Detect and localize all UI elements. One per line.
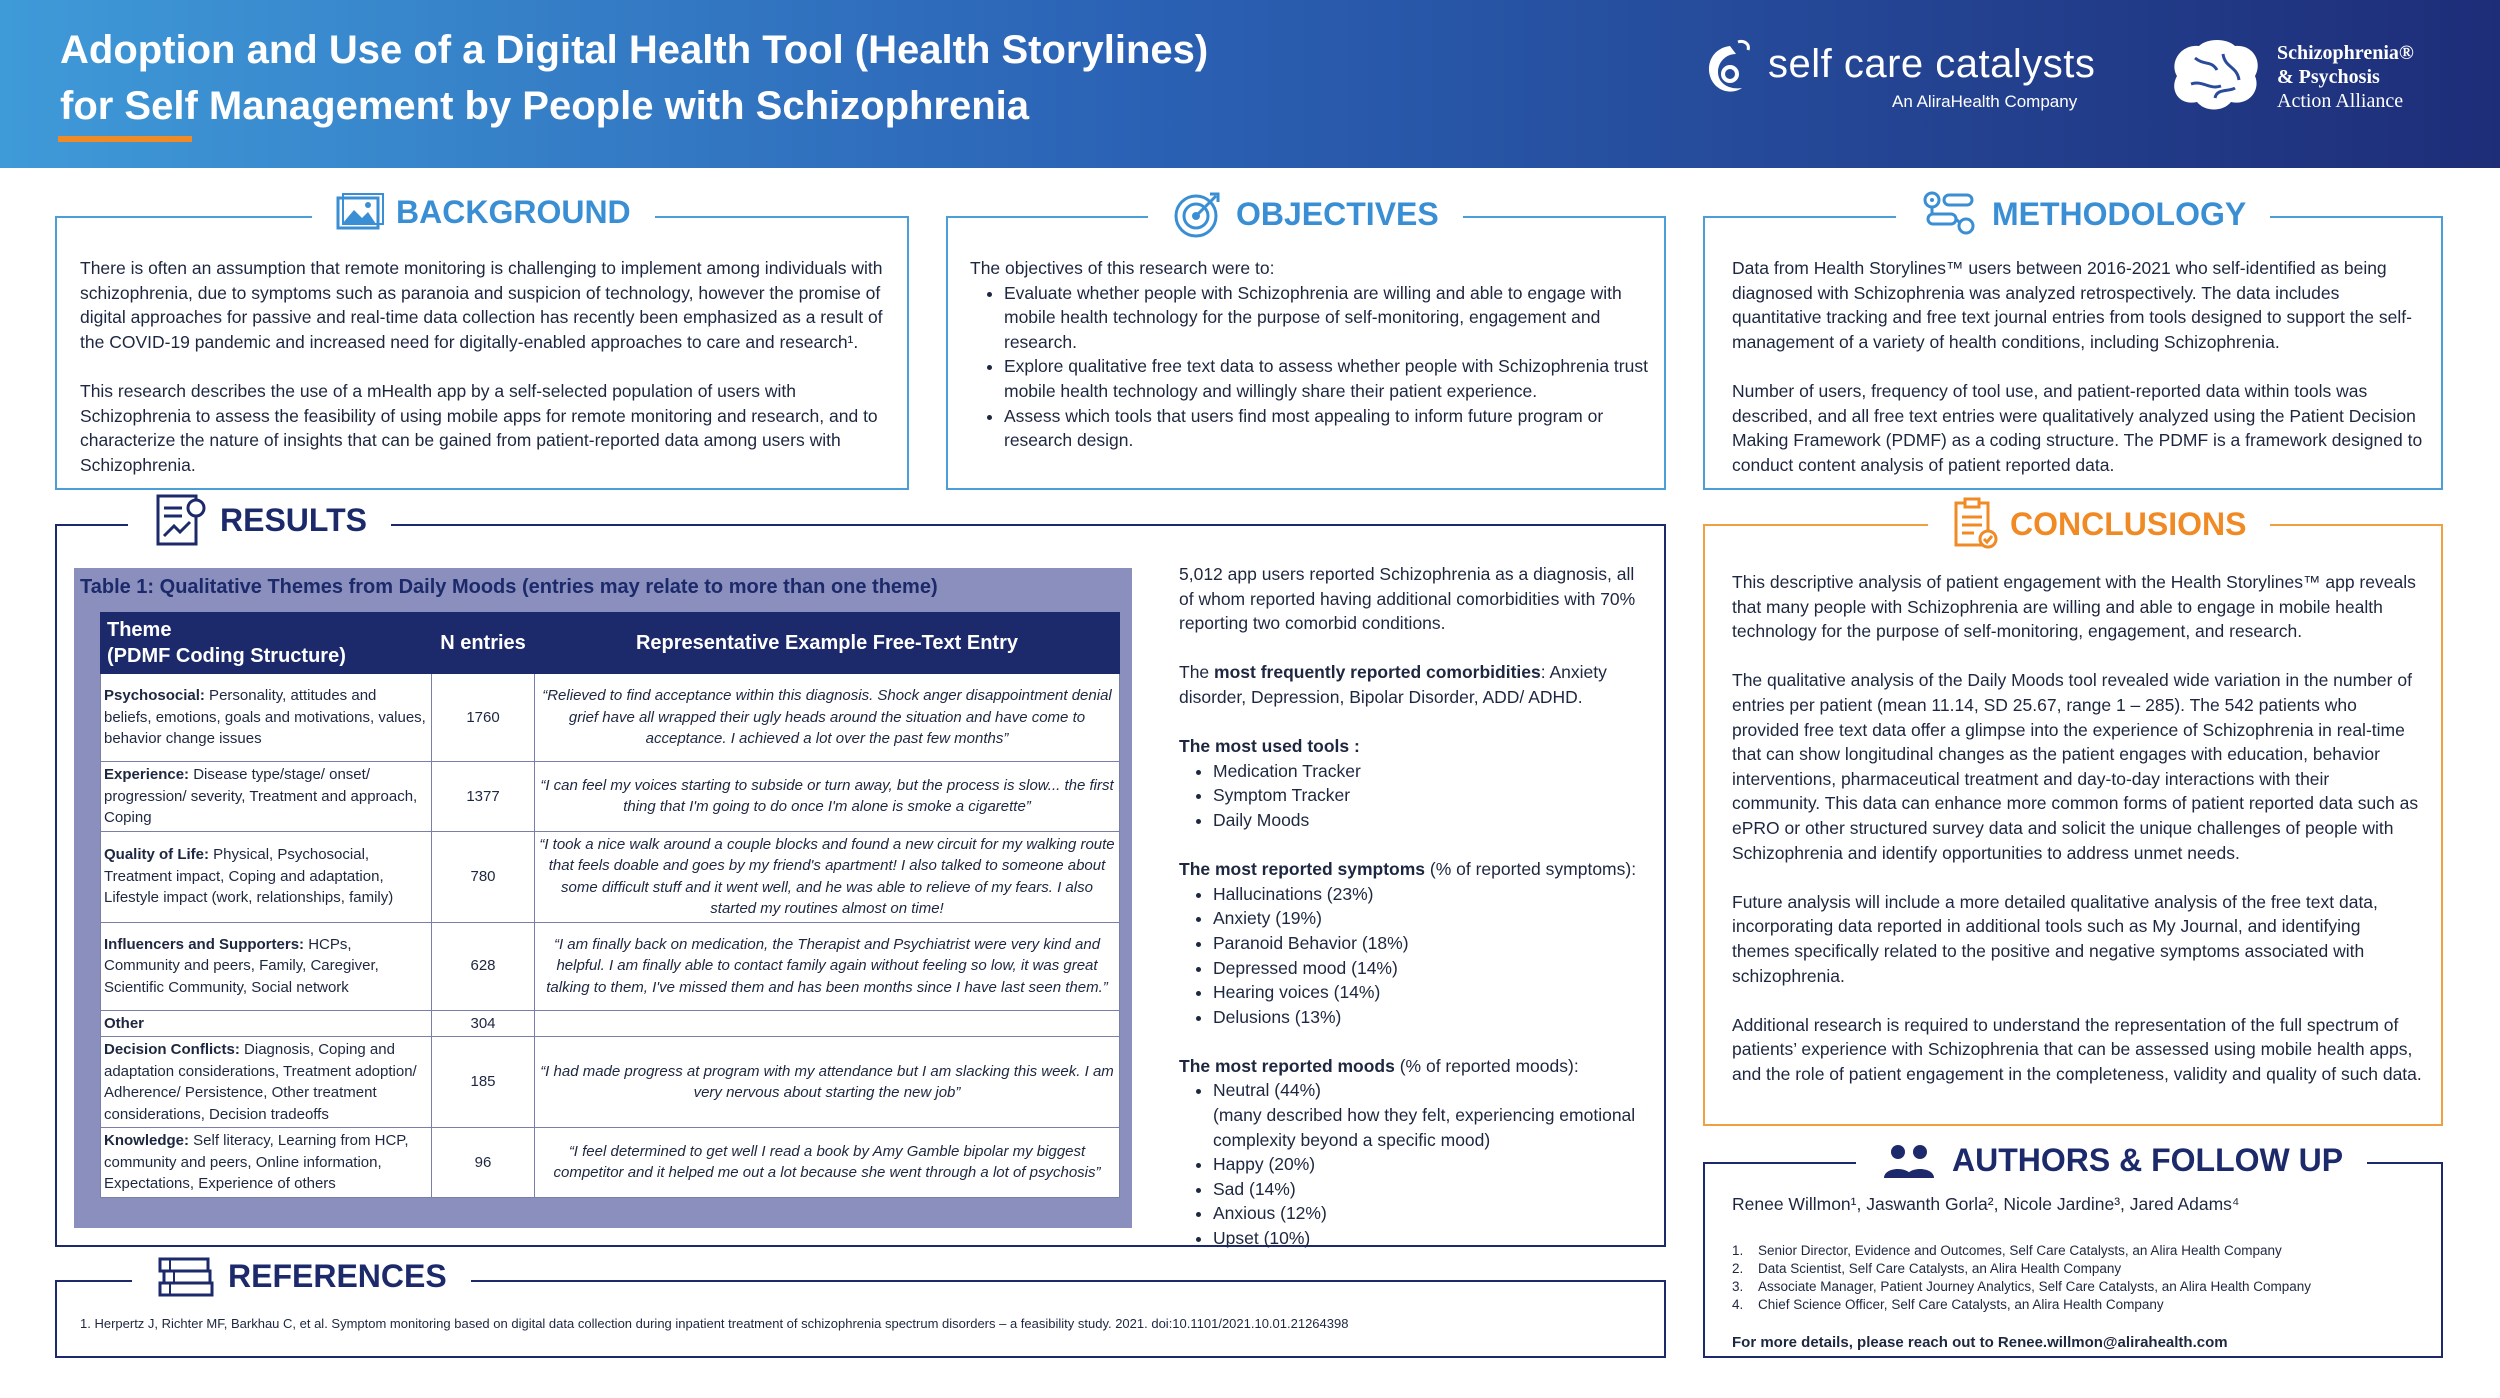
n-entries-cell: 96 bbox=[432, 1128, 535, 1198]
logo-subtitle: An AliraHealth Company bbox=[1892, 92, 2078, 111]
checklist-icon bbox=[1952, 497, 1998, 551]
mood-item: • Sad (14%) bbox=[1213, 1177, 1649, 1202]
table-row bbox=[101, 831, 1120, 922]
symptoms-list bbox=[1179, 882, 1649, 1030]
theme-header-sublabel: (PDMF Coding Structure) bbox=[107, 645, 346, 667]
results-title: RESULTS bbox=[220, 501, 367, 538]
theme-cell bbox=[101, 674, 432, 762]
theme-cell bbox=[101, 762, 432, 832]
example-cell: “Relieved to find acceptance within this diagnosis. Shock anger disappointment denial grief have all wrapped their ugly heads around the situation and have come to acceptance. I achieved a lot over the past few months” bbox=[535, 674, 1120, 762]
tools-heading bbox=[1179, 734, 1649, 759]
theme-category: Decision Conflicts: bbox=[104, 1041, 240, 1058]
process-gears-icon bbox=[1920, 188, 1980, 240]
conclusions-heading bbox=[1928, 500, 2270, 548]
theme-header-label: Theme bbox=[107, 619, 172, 641]
tool-item: • Symptom Tracker bbox=[1213, 783, 1649, 808]
symptom-item: • Delusions (13%) bbox=[1213, 1005, 1649, 1030]
objectives-title: OBJECTIVES bbox=[1236, 195, 1439, 232]
theme-cell bbox=[101, 831, 432, 922]
target-icon bbox=[1172, 188, 1224, 240]
poster-title bbox=[60, 22, 1610, 134]
comorb-pre: The bbox=[1179, 662, 1215, 683]
methodology-paragraph-2: Number of users, frequency of tool use, and patient-reported data within tools was described, and all free text entries were qualitatively analyzed using the Patient Decision Making Framework (PDMF) as a coding structure. The PDMF is a framework designed to conduct content analysis of patient reported data. bbox=[1732, 380, 2423, 475]
example-cell: “I took a nice walk around a couple blocks and found a new circuit for my walking route that feels doable and goes by my friend's apartment! I also talked to someone about some difficult stuff and it went well, and he was able to relieve of my fears. I also started my routines almost on time! bbox=[535, 831, 1120, 922]
users-summary: 5,012 app users reported Schizophrenia as a diagnosis, all of whom reported having additional comorbidities with 70% reporting two comorbid conditions. bbox=[1179, 564, 1636, 634]
author-names: Renee Willmon¹, Jaswanth Gorla², Nicole Jardine³, Jared Adams⁴ bbox=[1732, 1194, 2240, 1214]
conclusions-paragraph-4: Additional research is required to understand the representation of the full spectrum of patients’ experience with Schizophrenia that can be assessed using mobile health apps, and the role of patient engagement in the completeness, validity and quality of such data. bbox=[1732, 1014, 2422, 1084]
column-header-theme bbox=[101, 613, 432, 674]
theme-detail: Disease type/stage/ onset/ progression/ severity, Treatment and approach, Coping bbox=[104, 766, 418, 826]
symptom-item: • Paranoid Behavior (18%) bbox=[1213, 931, 1649, 956]
comorb-post: : Anxiety disorder, Depression, Bipolar Disorder, ADD/ ADHD. bbox=[1179, 662, 1607, 707]
symptoms-bold: The most reported symptoms bbox=[1179, 859, 1426, 880]
conclusions-paragraph-1: This descriptive analysis of patient engagement with the Health Storylines™ app reveals that many people with Schizophrenia are willing and able to engage in mobile health technology for the purpose of self-monitoring, engagement, and research. bbox=[1732, 572, 2416, 642]
affiliation-text: Chief Science Officer, Self Care Catalysts, an Alira Health Company bbox=[1758, 1297, 2164, 1312]
references-heading bbox=[132, 1252, 471, 1300]
symptom-item: • Hearing voices (14%) bbox=[1213, 980, 1649, 1005]
n-entries-cell: 185 bbox=[432, 1037, 535, 1128]
n-entries-cell: 1760 bbox=[432, 674, 535, 762]
theme-detail: Physical, Psychosocial, Treatment impact, Coping and adaptation, Lifestyle impact (work, relationships, family) bbox=[104, 846, 394, 907]
theme-category: Influencers and Supporters: bbox=[104, 935, 305, 953]
mood-neutral: Neutral (44%) bbox=[1213, 1080, 1321, 1101]
tools-heading-text: The most used tools : bbox=[1179, 736, 1360, 757]
affiliation-number: 1. bbox=[1732, 1243, 1744, 1258]
comorbidities-summary bbox=[1179, 660, 1649, 709]
conclusions-paragraph-3: Future analysis will include a more detailed qualitative analysis of the free text data, incorporating data reported in additional tools such as My Journal, and identifying themes specifically related to the positive and negative symptoms associated with schizophrenia. bbox=[1732, 891, 2378, 986]
theme-cell bbox=[101, 1128, 432, 1198]
table-header-row bbox=[101, 613, 1120, 674]
table-caption: Table 1: Qualitative Themes from Daily Moods (entries may relate to more than one theme) bbox=[80, 576, 938, 598]
title-line-1: Adoption and Use of a Digital Health Tool (Health Storylines) bbox=[60, 28, 1209, 72]
affiliation-text: Data Scientist, Self Care Catalysts, an Alira Health Company bbox=[1758, 1261, 2122, 1276]
theme-category: Psychosocial: bbox=[104, 687, 205, 705]
affiliation-item bbox=[1732, 1260, 2311, 1278]
affiliation-number: 4. bbox=[1732, 1297, 1744, 1312]
theme-category: Experience: bbox=[104, 766, 190, 783]
background-heading bbox=[312, 188, 655, 236]
conclusions-text bbox=[1732, 570, 2422, 1111]
example-cell: “I had made progress at program with my attendance but I am slacking this week. I am very nervous about starting the new job” bbox=[535, 1037, 1120, 1128]
results-heading bbox=[128, 496, 391, 544]
affiliation-number: 2. bbox=[1732, 1261, 1744, 1276]
moods-heading bbox=[1179, 1054, 1649, 1079]
header-banner bbox=[0, 0, 2500, 168]
table-row bbox=[101, 1037, 1120, 1128]
affiliation-item bbox=[1732, 1242, 2311, 1260]
theme-detail: Personality, attitudes and beliefs, emotions, goals and motivations, values, behavior change issues bbox=[104, 687, 426, 748]
logo2-line-1: Schizophrenia® bbox=[2277, 42, 2414, 64]
self-care-catalysts-logo bbox=[1700, 30, 2100, 120]
theme-detail: HCPs, Community and peers, Family, Caregiver, Scientific Community, Social network bbox=[104, 935, 379, 996]
example-cell bbox=[535, 1010, 1120, 1037]
image-icon bbox=[336, 192, 384, 232]
methodology-text bbox=[1732, 256, 2432, 502]
logo2-line-2: & Psychosis bbox=[2277, 66, 2380, 88]
theme-cell bbox=[101, 1010, 432, 1037]
mood-item: • Anxious (12%) bbox=[1213, 1201, 1649, 1226]
symptoms-post: (% of reported symptoms): bbox=[1425, 859, 1637, 880]
methodology-heading bbox=[1896, 190, 2270, 238]
symptom-item: • Hallucinations (23%) bbox=[1213, 882, 1649, 907]
background-paragraph-2: This research describes the use of a mHealth app by a self-selected population of users with Schizophrenia to assess the feasibility of using mobile apps for remote monitoring and research, and to characterize the nature of insights that can be gained from patient-reported data among users with Schizophrenia. bbox=[80, 380, 878, 475]
tool-item: • Daily Moods bbox=[1213, 808, 1649, 833]
table-row bbox=[101, 762, 1120, 832]
table-row bbox=[101, 1010, 1120, 1037]
n-entries-cell: 628 bbox=[432, 922, 535, 1010]
people-icon bbox=[1880, 1140, 1940, 1180]
moods-bold: The most reported moods bbox=[1179, 1055, 1395, 1076]
theme-detail: Diagnosis, Coping and adaptation considerations, Treatment adoption/ Adherence/ Persistence, Other treatment considerations, Decision tradeoffs bbox=[104, 1041, 417, 1123]
reference-item: 1. Herpertz J, Richter MF, Barkhau C, et al. Symptom monitoring based on digital data collection during inpatient treatment of schizophrenia spectrum disorders – a feasibility study. 2021. doi:10.1101/2021.10.01.21264398 bbox=[80, 1316, 1349, 1331]
affiliation-text: Associate Manager, Patient Journey Analytics, Self Care Catalysts, an Alira Health Company bbox=[1758, 1279, 2312, 1294]
results-findings bbox=[1179, 562, 1649, 1251]
symptom-item: • Depressed mood (14%) bbox=[1213, 956, 1649, 981]
conclusions-paragraph-2: The qualitative analysis of the Daily Moods tool revealed wide variation in the number of entries per patient (mean 11.14, SD 25.67, range 1 – 285). The 542 patients who provided free text data offer a glimpse into the experience of Schizophrenia in real-time that can show longitudinal changes as the patient engages with education, behavior interventions, pharmaceutical treatment and day-to-day interactions with their community. This data can enhance more common forms of patient reported data such as ePRO or other structured survey data and solicit the unique challenges of people with Schizophrenia and identify opportunities to address unmet needs. bbox=[1732, 670, 2419, 863]
authors-heading bbox=[1856, 1136, 2367, 1184]
logo-name: self care catalysts bbox=[1768, 42, 2096, 86]
affiliations-list bbox=[1732, 1242, 2311, 1314]
title-underline bbox=[58, 136, 192, 142]
affiliation-item bbox=[1732, 1278, 2311, 1296]
authors-title: AUTHORS & FOLLOW UP bbox=[1952, 1141, 2344, 1178]
n-entries-cell: 1377 bbox=[432, 762, 535, 832]
objective-item: • Evaluate whether people with Schizophrenia are willing and able to engage with mobile health technology for the purpose of self-monitoring, engagement and research. bbox=[1004, 281, 1650, 355]
n-entries-cell: 780 bbox=[432, 831, 535, 922]
column-header-example: Representative Example Free-Text Entry bbox=[535, 613, 1120, 674]
n-entries-cell: 304 bbox=[432, 1010, 535, 1037]
background-text bbox=[80, 256, 890, 502]
table-row bbox=[101, 674, 1120, 762]
objective-item: • Explore qualitative free text data to assess whether people with Schizophrenia trust mobile health technology and willingly share their patient experience. bbox=[1004, 354, 1650, 403]
themes-table bbox=[100, 612, 1120, 1198]
table-row bbox=[101, 922, 1120, 1010]
swirl-logo-icon bbox=[1700, 38, 1760, 104]
brain-icon bbox=[2165, 36, 2265, 116]
methodology-paragraph-1: Data from Health Storylines™ users between 2016-2021 who self-identified as being diagnosed with Schizophrenia was analyzed retrospectively. The data includes quantitative tracking and free text journal entries from tools designed to support the self-management of a variety of health conditions, including Schizophrenia. bbox=[1732, 258, 2412, 352]
moods-list bbox=[1179, 1078, 1649, 1250]
theme-category: Knowledge: bbox=[104, 1132, 189, 1149]
affiliation-text: Senior Director, Evidence and Outcomes, Self Care Catalysts, an Alira Health Company bbox=[1758, 1243, 2282, 1258]
moods-post: (% of reported moods): bbox=[1394, 1055, 1579, 1076]
example-cell: “I feel determined to get well I read a book by Amy Gamble bipolar my biggest competitor and it helped me out a lot because she went through a lot of psychosis” bbox=[535, 1128, 1120, 1198]
symptom-item: • Anxiety (19%) bbox=[1213, 906, 1649, 931]
table-row bbox=[101, 1128, 1120, 1198]
contact-line: For more details, please reach out to Renee.willmon@alirahealth.com bbox=[1732, 1334, 2228, 1351]
logo2-line-3: Action Alliance bbox=[2277, 90, 2404, 112]
methodology-title: METHODOLOGY bbox=[1992, 195, 2247, 232]
objectives-text bbox=[970, 256, 1650, 453]
tool-item: • Medication Tracker bbox=[1213, 759, 1649, 784]
conclusions-title: CONCLUSIONS bbox=[2010, 505, 2247, 542]
objectives-list bbox=[970, 281, 1650, 453]
books-icon bbox=[156, 1253, 216, 1299]
mood-neutral-note: (many described how they felt, experiencing emotional complexity beyond a specific mood) bbox=[1213, 1105, 1636, 1150]
theme-category: Quality of Life: bbox=[104, 846, 209, 864]
references-title: REFERENCES bbox=[228, 1257, 447, 1294]
theme-category: Other bbox=[104, 1014, 145, 1032]
example-cell: “I am finally back on medication, the Therapist and Psychiatrist were very kind and helpful. I am finally able to contact family again without feeling so low, it was great talking to them, I've missed them and has been months since I have last seen them.” bbox=[535, 922, 1120, 1010]
theme-cell bbox=[101, 922, 432, 1010]
background-paragraph-1: There is often an assumption that remote monitoring is challenging to implement among individuals with schizophrenia, due to symptoms such as paranoia and suspicion of technology, however the promise of digital approaches for passive and real-time data collection has recently been emphasized as a result of the COVID-19 pandemic and increased need for digitally-enabled approaches to care and research¹. bbox=[80, 258, 883, 352]
objectives-intro: The objectives of this research were to: bbox=[970, 258, 1275, 278]
background-title: BACKGROUND bbox=[396, 193, 631, 230]
report-chart-icon bbox=[152, 492, 208, 548]
symptoms-heading bbox=[1179, 857, 1649, 882]
theme-detail: Self literacy, Learning from HCP, community and peers, Online information, Expectations, Experience of others bbox=[104, 1132, 409, 1192]
mood-item: • Upset (10%) bbox=[1213, 1226, 1649, 1251]
title-line-2: for Self Management by People with Schizophrenia bbox=[60, 84, 1030, 128]
mood-item: • Happy (20%) bbox=[1213, 1152, 1649, 1177]
theme-cell bbox=[101, 1037, 432, 1128]
tools-list bbox=[1179, 759, 1649, 833]
affiliation-number: 3. bbox=[1732, 1279, 1744, 1294]
column-header-n-entries: N entries bbox=[432, 613, 535, 674]
comorb-bold: most frequently reported comorbidities bbox=[1214, 662, 1541, 683]
objectives-heading bbox=[1148, 190, 1463, 238]
objective-item: • Assess which tools that users find most appealing to inform future program or research design. bbox=[1004, 404, 1650, 453]
example-cell: “I can feel my voices starting to subside or turn away, but the process is slow... the first thing that I'm going to do once I'm alone is smoke a cigarette” bbox=[535, 762, 1120, 832]
affiliation-item bbox=[1732, 1296, 2311, 1314]
table-panel bbox=[74, 568, 1132, 1228]
mood-item bbox=[1213, 1078, 1649, 1152]
schizophrenia-alliance-logo bbox=[2165, 36, 2465, 126]
